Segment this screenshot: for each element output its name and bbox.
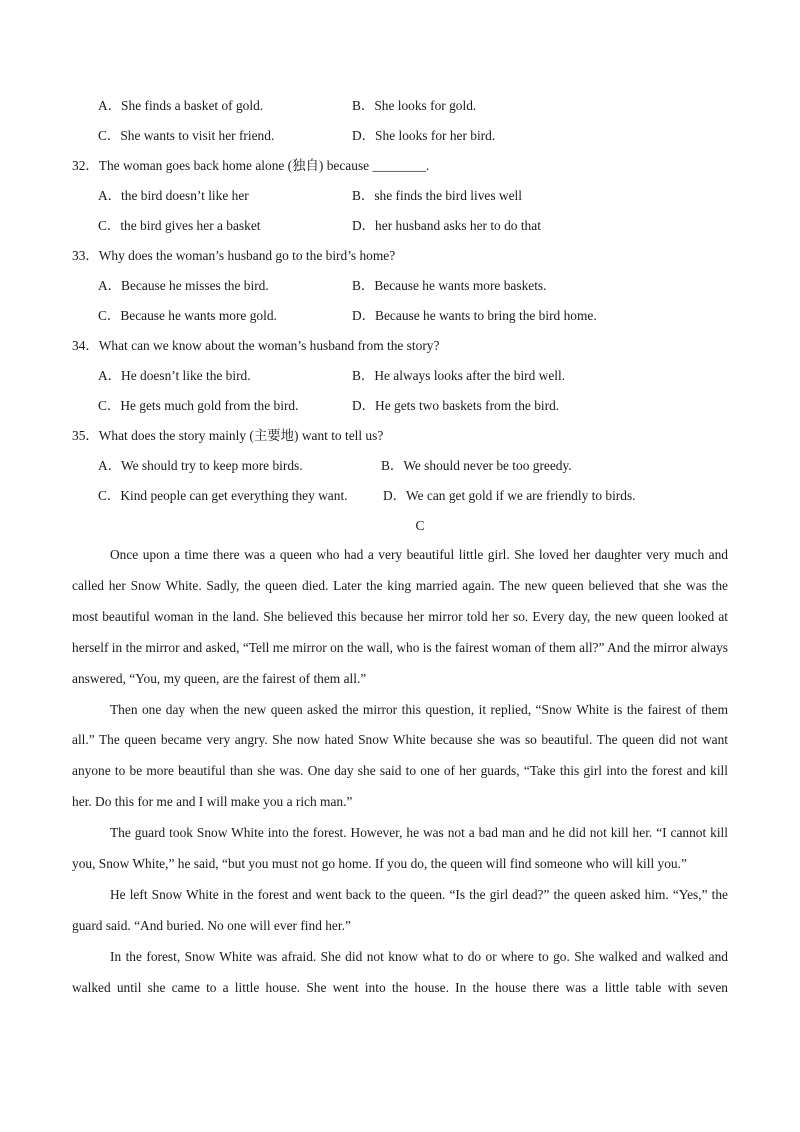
paragraph-5: In the forest, Snow White was afraid. She did not know what to do or where to go. She walked and walked and walked until she came to a little house. She went into the house. In the house there was a little table with seven <box>72 948 728 995</box>
q33-option-b: B．Because he wants more baskets. <box>352 278 547 293</box>
q32-option-d: D．her husband asks her to do that <box>352 218 541 233</box>
q34-option-b: B．He always looks after the bird well. <box>352 368 566 383</box>
q34-option-d: D．He gets two baskets from the bird. <box>352 398 560 413</box>
q31-option-b: B．She looks for gold. <box>352 98 477 113</box>
q35-option-c: C．Kind people can get everything they want. <box>98 488 348 503</box>
paragraph-4: He left Snow White in the forest and went back to the queen. “Is the girl dead?” the queen asked him. “Yes,” the guard said. “And buried. No one will ever find her.” <box>72 886 728 933</box>
q35-stem: 35．What does the story mainly (主要地) want to tell us? <box>72 428 384 443</box>
q35-option-a: A．We should try to keep more birds. <box>98 458 303 473</box>
q33-option-d: D．Because he wants to bring the bird home. <box>352 308 597 323</box>
paragraph-1: Once upon a time there was a queen who had a very beautiful little girl. She loved her daughter very much and called her Snow White. Sadly, the queen died. Later the king married again. The new queen believed that she was the most beautiful woman in the land. She believed this because her mirror told her so. Every day, the new queen looked at herself in the mirror and asked, “Tell me mirror on the wall, who is the fairest woman of them all?” And the mirror always answered, “You, my queen, are the fairest of them all.” <box>72 547 728 686</box>
q34-stem: 34．What can we know about the woman’s husband from the story? <box>72 338 440 353</box>
q32-stem: 32．The woman goes back home alone (独自) because ________. <box>72 158 430 173</box>
q33-option-c: C．Because he wants more gold. <box>98 308 277 323</box>
q33-option-a: A．Because he misses the bird. <box>98 278 269 293</box>
paragraph-3: The guard took Snow White into the forest. However, he was not a bad man and he did not kill her. “I cannot kill you, Snow White,” he said, “but you must not go home. If you do, the queen will find someone who will kill you.” <box>72 825 728 872</box>
section-heading: C <box>415 518 425 533</box>
q32-option-c: C．the bird gives her a basket <box>98 218 261 233</box>
q31-option-c: C．She wants to visit her friend. <box>98 128 275 143</box>
q32-option-a: A．the bird doesn’t like her <box>98 188 249 203</box>
q34-option-c: C．He gets much gold from the bird. <box>98 398 299 413</box>
q31-option-a: A．She finds a basket of gold. <box>98 98 264 113</box>
passage <box>72 540 728 1004</box>
q32-option-b: B．she finds the bird lives well <box>352 188 522 203</box>
q34-option-a: A．He doesn’t like the bird. <box>98 368 251 383</box>
q33-stem: 33．Why does the woman’s husband go to the bird’s home? <box>72 248 396 263</box>
q35-option-b: B．We should never be too greedy. <box>381 458 572 473</box>
paragraph-2: Then one day when the new queen asked the mirror this question, it replied, “Snow White is the fairest of them all.” The queen became very angry. She now hated Snow White because she was so beautiful. The queen did not want anyone to be more beautiful than she was. One day she said to one of her guards, “Take this girl into the forest and kill her. Do this for me and I will make you a rich man.” <box>72 701 728 810</box>
q35-option-d: D．We can get gold if we are friendly to birds. <box>383 488 636 503</box>
q31-option-d: D．She looks for her bird. <box>352 128 496 143</box>
